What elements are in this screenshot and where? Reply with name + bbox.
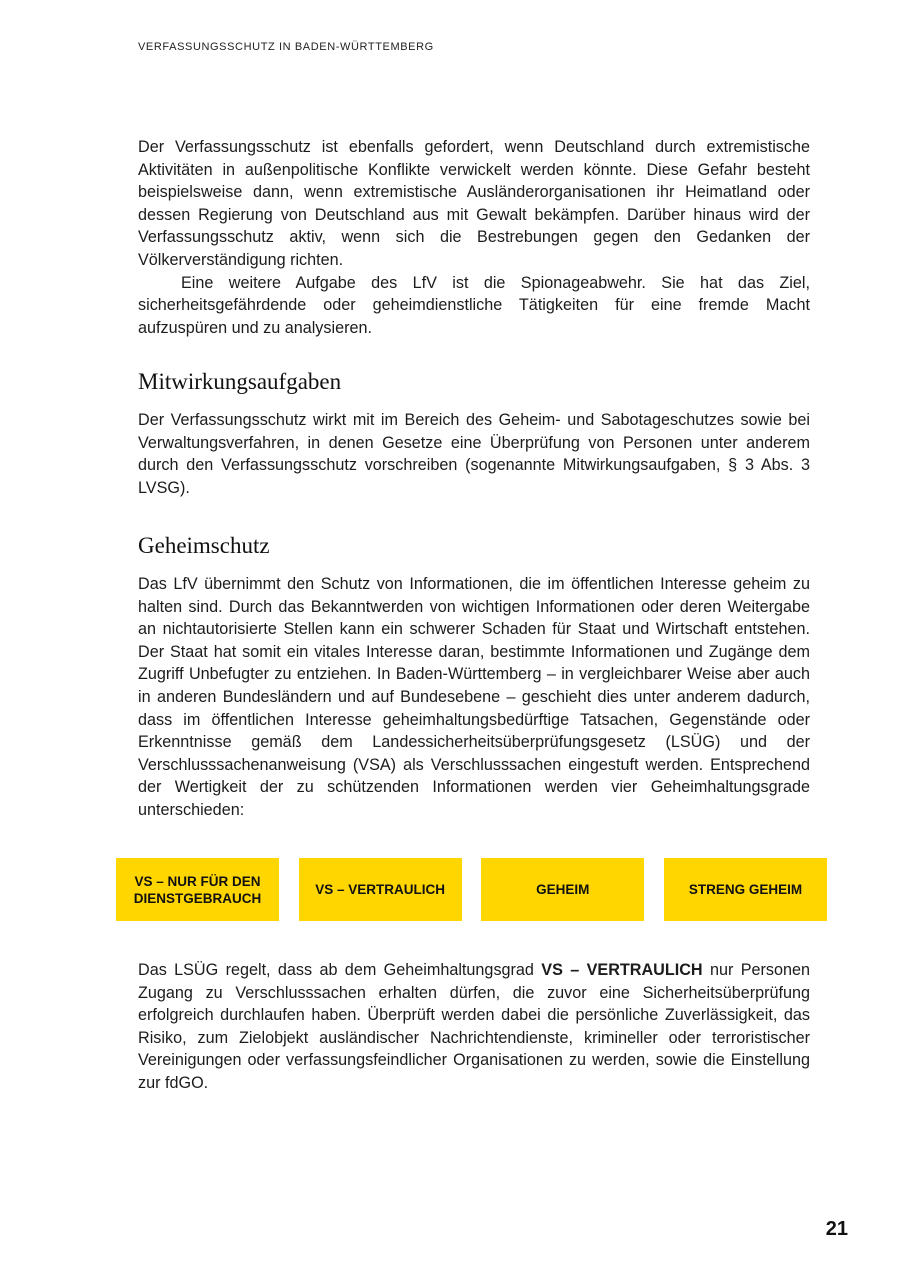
intro-section: [138, 136, 810, 339]
closing-paragraph: [138, 959, 810, 1095]
closing-text-after: nur Personen Zugang zu Verschlusssachen erhalten dürfen, die zuvor eine Sicherheitsüberprüfung erfolgreich durchlaufen haben. Überprüft werden dabei die persönliche Zuverlässigkeit, das Risiko, zum Zielobjekt ausländischer Nachrichtendienste, krimineller oder terroristischer Vereinigungen oder verfassungsfeindlicher Organisationen zu werden, sowie die Einstellung zur fdGO.: [138, 961, 811, 1092]
spionageabwehr-paragraph: Eine weitere Aufgabe des LfV ist die Spionageabwehr. Sie hat das Ziel, sicherheitsgefährdende oder geheimdienstliche Tätigkeiten für eine fremde Macht aufzuspüren und zu analysieren.: [138, 273, 810, 337]
closing-strong-term: VS – VERTRAULICH: [541, 961, 703, 979]
grade-box-streng-geheim: STRENG GEHEIM: [664, 858, 827, 921]
mitwirkung-heading: Mitwirkungsaufgaben: [138, 369, 342, 394]
grade-box-geheim: GEHEIM: [481, 858, 644, 921]
classification-levels: [116, 858, 827, 921]
geheimschutz-heading: Geheimschutz: [138, 533, 270, 558]
page-number: 21: [825, 1218, 848, 1240]
running-header: VERFASSUNGSSCHUTZ IN BADEN-WÜRTTEMBERG: [138, 41, 434, 53]
grade-box-nfd: VS – NUR FÜR DEN DIENSTGEBRAUCH: [116, 858, 279, 921]
closing-text-before: Das LSÜG regelt, dass ab dem Geheimhaltungsgrad: [138, 961, 542, 979]
closing-section: [138, 959, 810, 1095]
geheimschutz-paragraph: Das LfV übernimmt den Schutz von Informationen, die im öffentlichen Interesse geheim zu halten sind. Durch das Bekanntwerden von wichtigen Informationen oder deren Weitergabe an nichtautorisierte Stellen kann ein schwerer Schaden für Staat und Wirtschaft entstehen. Der Staat hat somit ein vitales Interesse daran, bestimmte Informationen und Zugänge dem Zugriff Unbefugter zu entziehen. In Baden-Württemberg – in vergleichbarer Weise aber auch in anderen Bundesländern und auf Bundesebene – geschieht dies unter anderem dadurch, dass im öffentlichen Interesse geheimhaltungsbedürftige Tatsachen, Gegenstände oder Erkenntnisse gemäß dem Landessicherheitsüberprüfungsgesetz (LSÜG) und der Verschlusssachenanweisung (VSA) als Verschlusssachen eingestuft werden. Entsprechend der Wertigkeit der zu schützenden Informationen werden vier Geheimhaltungsgrade unterschieden:: [138, 575, 810, 819]
mitwirkung-section: [138, 369, 810, 499]
intro-paragraph: Der Verfassungsschutz ist ebenfalls gefordert, wenn Deutschland durch extremistische Aktivitäten in außenpolitische Konflikte verwickelt werden könnte. Diese Gefahr besteht beispielsweise dann, wenn extremistische Ausländerorganisationen ihr Heimatland oder dessen Regierung von Deutschland aus mit Gewalt bekämpfen. Darüber hinaus wird der Verfassungsschutz aktiv, wenn sich die Bestrebungen gegen den Gedanken der Völkerverständigung richten.: [138, 138, 810, 269]
geheimschutz-section: [138, 533, 810, 822]
grade-box-vertraulich: VS – VERTRAULICH: [299, 858, 462, 921]
mitwirkung-paragraph: Der Verfassungsschutz wirkt mit im Bereich des Geheim- und Sabotageschutzes sowie bei Verwaltungsverfahren, in denen Gesetze eine Überprüfung von Personen unter anderem durch den Verfassungsschutz vorschreiben (sogenannte Mitwirkungsaufgaben, § 3 Abs. 3 LVSG).: [138, 411, 810, 497]
